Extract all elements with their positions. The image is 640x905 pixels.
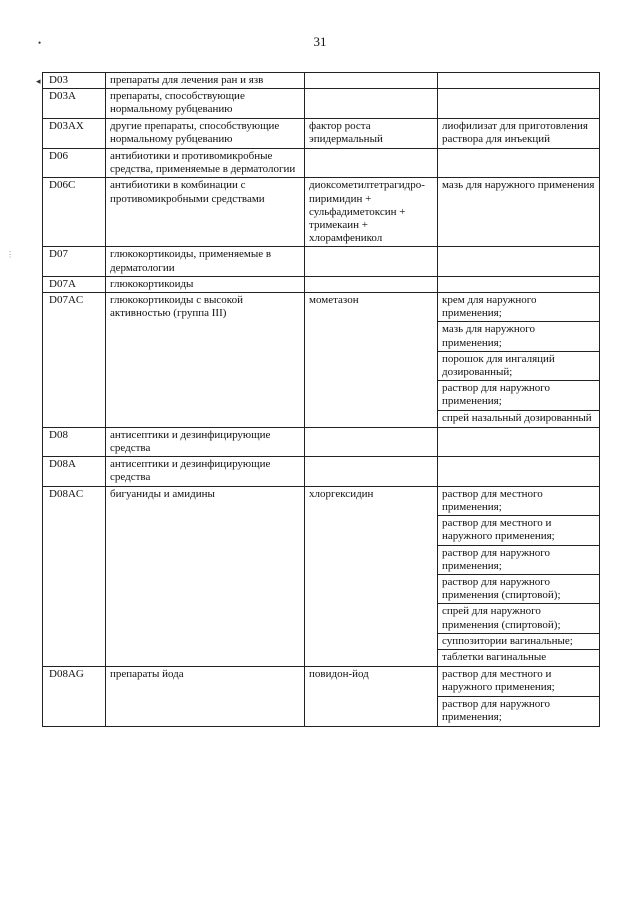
dosage-form-list: [442, 487, 595, 665]
dosage-form-item: мазь для наружного применения: [442, 179, 595, 192]
atc-code-cell: D08AC: [43, 486, 106, 666]
group-name-cell: другие препараты, способствующие нормальному рубцеванию: [106, 118, 305, 148]
atc-code-cell: D08: [43, 427, 106, 456]
table-row: [43, 276, 600, 292]
group-name-cell: препараты йода: [106, 667, 305, 727]
dosage-forms-cell: [438, 667, 600, 727]
scan-mark: •: [38, 38, 42, 48]
dosage-form-list: [442, 178, 595, 193]
group-name-cell: бигуаниды и амидины: [106, 486, 305, 666]
table-row: [43, 73, 600, 89]
active-substance-cell: повидон-йод: [305, 667, 438, 727]
dosage-form-item: лиофилизат для приготовления раствора для инъекций: [442, 119, 588, 145]
atc-code-cell: D07: [43, 247, 106, 276]
dosage-form-list: [442, 667, 595, 725]
dosage-forms-cell: [438, 118, 600, 148]
group-name-cell: препараты для лечения ран и язв: [106, 73, 305, 89]
dosage-forms-cell: [438, 457, 600, 486]
dosage-form-item: спрей для наружного применения (спиртовой);: [438, 604, 599, 633]
table-row: [43, 247, 600, 276]
dosage-form-item: раствор для наружного применения;: [438, 381, 599, 410]
scan-mark: ⋮: [6, 250, 14, 259]
atc-code-cell: D08AG: [43, 667, 106, 727]
atc-code-cell: D03: [43, 73, 106, 89]
dosage-forms-cell: [438, 178, 600, 247]
table-row: [43, 427, 600, 456]
dosage-forms-cell: [438, 89, 600, 118]
dosage-form-item: таблетки вагинальные: [442, 650, 547, 663]
group-name-cell: препараты, способствующие нормальному рубцеванию: [106, 89, 305, 118]
atc-code-cell: D07AC: [43, 293, 106, 428]
group-name-cell: антибиотики в комбинации с противомикробными средствами: [106, 178, 305, 247]
page-number: 31: [313, 34, 327, 49]
dosage-form-list: [442, 119, 595, 147]
scan-mark: ◂: [36, 76, 41, 86]
active-substance-cell: [305, 247, 438, 276]
active-substance-cell: мометазон: [305, 293, 438, 428]
active-substance-cell: [305, 149, 438, 178]
atc-code-cell: D07A: [43, 276, 106, 292]
atc-code-cell: D06: [43, 149, 106, 178]
table-row: [43, 667, 600, 727]
table-row: [43, 89, 600, 118]
dosage-form-item: раствор для наружного применения;: [438, 546, 599, 575]
dosage-form-item: суппозитории вагинальные;: [438, 634, 599, 650]
active-substance-cell: [305, 276, 438, 292]
table-row: [43, 118, 600, 148]
active-substance-cell: диоксометилтетрагидро-пиримидин + сульфадиметоксин + тримекаин + хлорамфеникол: [305, 178, 438, 247]
medication-table: [42, 72, 600, 727]
dosage-forms-cell: [438, 247, 600, 276]
active-substance-cell: хлоргексидин: [305, 486, 438, 666]
atc-code-cell: D08A: [43, 457, 106, 486]
group-name-cell: антисептики и дезинфицирующие средства: [106, 457, 305, 486]
dosage-forms-cell: [438, 427, 600, 456]
group-name-cell: глюкокортикоиды с высокой активностью (группа III): [106, 293, 305, 428]
group-name-cell: глюкокортикоиды: [106, 276, 305, 292]
dosage-forms-cell: [438, 276, 600, 292]
dosage-forms-cell: [438, 73, 600, 89]
dosage-forms-cell: [438, 486, 600, 666]
atc-code-cell: D03A: [43, 89, 106, 118]
table-row: [43, 149, 600, 178]
dosage-form-item: раствор для местного и наружного применения;: [438, 516, 599, 545]
active-substance-cell: [305, 73, 438, 89]
active-substance-cell: [305, 89, 438, 118]
dosage-form-item: порошок для ингаляций дозированный;: [438, 352, 599, 381]
dosage-form-item: мазь для наружного применения;: [438, 322, 599, 351]
dosage-form-item: спрей назальный дозированный: [442, 411, 592, 424]
active-substance-cell: [305, 427, 438, 456]
dosage-form-item: раствор для местного применения;: [438, 487, 599, 516]
dosage-form-item: раствор для наружного применения;: [442, 697, 551, 723]
group-name-cell: глюкокортикоиды, применяемые в дерматологии: [106, 247, 305, 276]
dosage-form-list: [442, 293, 595, 426]
table-row: [43, 178, 600, 247]
active-substance-cell: [305, 457, 438, 486]
atc-code-cell: D06C: [43, 178, 106, 247]
dosage-forms-cell: [438, 293, 600, 428]
active-substance-cell: фактор роста эпидермальный: [305, 118, 438, 148]
dosage-form-item: крем для наружного применения;: [438, 293, 599, 322]
group-name-cell: антисептики и дезинфицирующие средства: [106, 427, 305, 456]
table-row: [43, 486, 600, 666]
dosage-form-item: раствор для наружного применения (спиртовой);: [438, 575, 599, 604]
table-body: [43, 73, 600, 727]
atc-code-cell: D03AX: [43, 118, 106, 148]
table-row: [43, 457, 600, 486]
table-row: [43, 293, 600, 428]
dosage-form-item: раствор для местного и наружного применения;: [438, 667, 599, 696]
group-name-cell: антибиотики и противомикробные средства, применяемые в дерматологии: [106, 149, 305, 178]
dosage-forms-cell: [438, 149, 600, 178]
